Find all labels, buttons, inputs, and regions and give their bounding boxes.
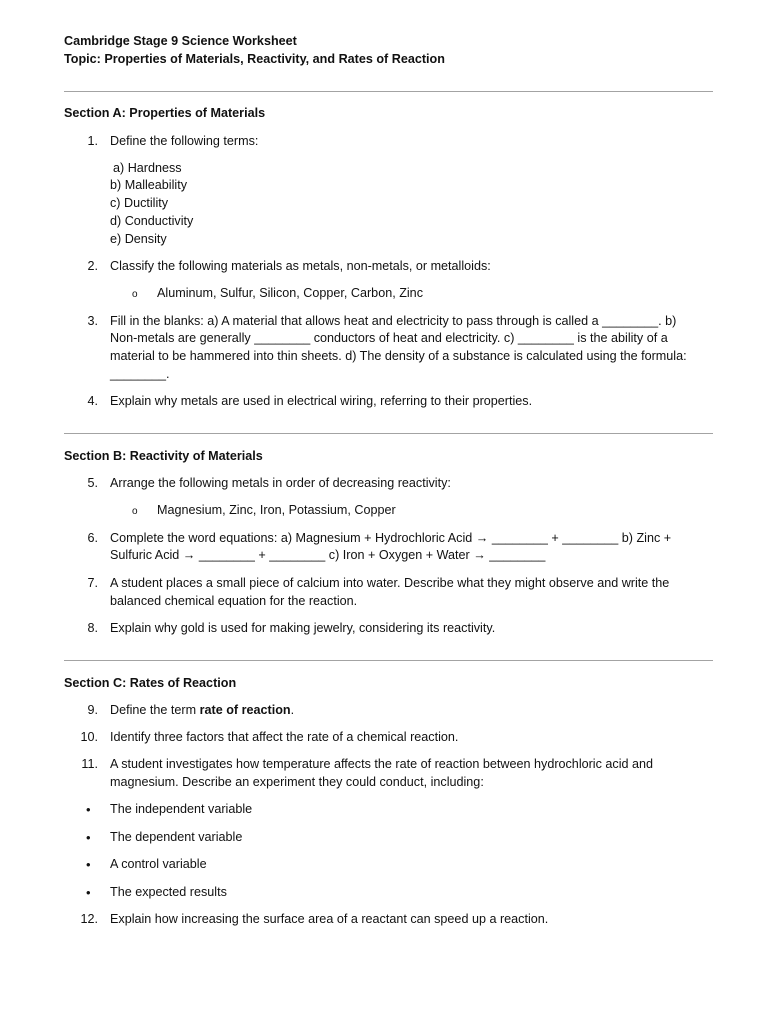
question-8-text: Explain why gold is used for making jewelry, considering its reactivity.: [110, 621, 496, 635]
bullet-icon: •: [86, 802, 91, 817]
divider-section-a: [64, 433, 713, 434]
section-a-heading: Section A: Properties of Materials: [64, 106, 266, 120]
question-number-3: 3.: [87, 314, 98, 328]
question-number-11: 11.: [81, 757, 98, 771]
materials-list: Aluminum, Sulfur, Silicon, Copper, Carbon, Zinc: [157, 286, 423, 300]
question-3-line-3: material to be hammered into thin sheets. d) The density of a substance is calculated using the formula:: [110, 349, 687, 363]
question-2-text: Classify the following materials as metals, non-metals, or metalloids:: [110, 259, 491, 273]
divider-header: [64, 91, 713, 92]
section-c-heading: Section C: Rates of Reaction: [64, 676, 237, 690]
bullet-icon: •: [86, 857, 91, 872]
question-4-text: Explain why metals are used in electrical wiring, referring to their properties.: [110, 394, 533, 408]
question-3-line-2: Non-metals are generally ________ conductors of heat and electricity. c) ________ is the ability of a: [110, 331, 668, 345]
circle-bullet-icon: o: [132, 506, 138, 517]
question-9-term: rate of reaction: [199, 703, 291, 717]
question-number-10: 10.: [80, 730, 98, 744]
question-number-1: 1.: [87, 134, 98, 148]
question-number-12: 12.: [80, 912, 98, 926]
circle-bullet-icon: o: [132, 289, 138, 300]
divider-section-b: [64, 660, 713, 661]
question-number-9: 9.: [87, 703, 98, 717]
question-7-line-2: balanced chemical equation for the reaction.: [110, 594, 358, 608]
question-3-line-1: Fill in the blanks: a) A material that allows heat and electricity to pass through is called a ________. b): [110, 314, 677, 328]
question-9-suffix: .: [290, 703, 295, 717]
section-b-heading: Section B: Reactivity of Materials: [64, 449, 263, 463]
question-9-prefix: Define the term: [110, 703, 200, 717]
term-malleability: b) Malleability: [110, 178, 187, 192]
question-number-5: 5.: [87, 476, 98, 490]
question-3-line-4: ________.: [110, 367, 170, 381]
question-7-line-1: A student places a small piece of calcium into water. Describe what they might observe and write the: [110, 576, 670, 590]
question-11-line-1: A student investigates how temperature affects the rate of reaction between hydrochloric acid and: [110, 757, 654, 771]
question-6-line-2: Sulfuric Acid → ________ + ________ c) Iron + Oxygen + Water → ________: [110, 548, 546, 562]
question-6-line-1: Complete the word equations: a) Magnesium + Hydrochloric Acid → ________ + ________ b) Zinc +: [110, 531, 672, 545]
item-expected-results: The expected results: [110, 885, 227, 899]
question-10-text: Identify three factors that affect the rate of a chemical reaction.: [110, 730, 459, 744]
question-number-7: 7.: [87, 576, 98, 590]
term-ductility: c) Ductility: [110, 196, 169, 210]
question-number-4: 4.: [87, 394, 98, 408]
worksheet-title: Cambridge Stage 9 Science Worksheet: [64, 34, 297, 48]
worksheet-topic: Topic: Properties of Materials, Reactivity, and Rates of Reaction: [64, 52, 445, 66]
question-number-6: 6.: [87, 531, 98, 545]
question-9-text: [110, 702, 294, 720]
bullet-icon: •: [86, 885, 91, 900]
item-dependent-variable: The dependent variable: [110, 830, 243, 844]
question-1-text: Define the following terms:: [110, 134, 259, 148]
bullet-icon: •: [86, 830, 91, 845]
term-density: e) Density: [110, 232, 167, 246]
question-number-8: 8.: [87, 621, 98, 635]
term-hardness: a) Hardness: [113, 161, 182, 175]
question-12-text: Explain how increasing the surface area of a reactant can speed up a reaction.: [110, 912, 549, 926]
question-5-text: Arrange the following metals in order of decreasing reactivity:: [110, 476, 451, 490]
question-11-line-2: magnesium. Describe an experiment they could conduct, including:: [110, 775, 484, 789]
metals-list: Magnesium, Zinc, Iron, Potassium, Copper: [157, 503, 396, 517]
item-independent-variable: The independent variable: [110, 802, 253, 816]
term-conductivity: d) Conductivity: [110, 214, 194, 228]
question-number-2: 2.: [87, 259, 98, 273]
item-control-variable: A control variable: [110, 857, 207, 871]
